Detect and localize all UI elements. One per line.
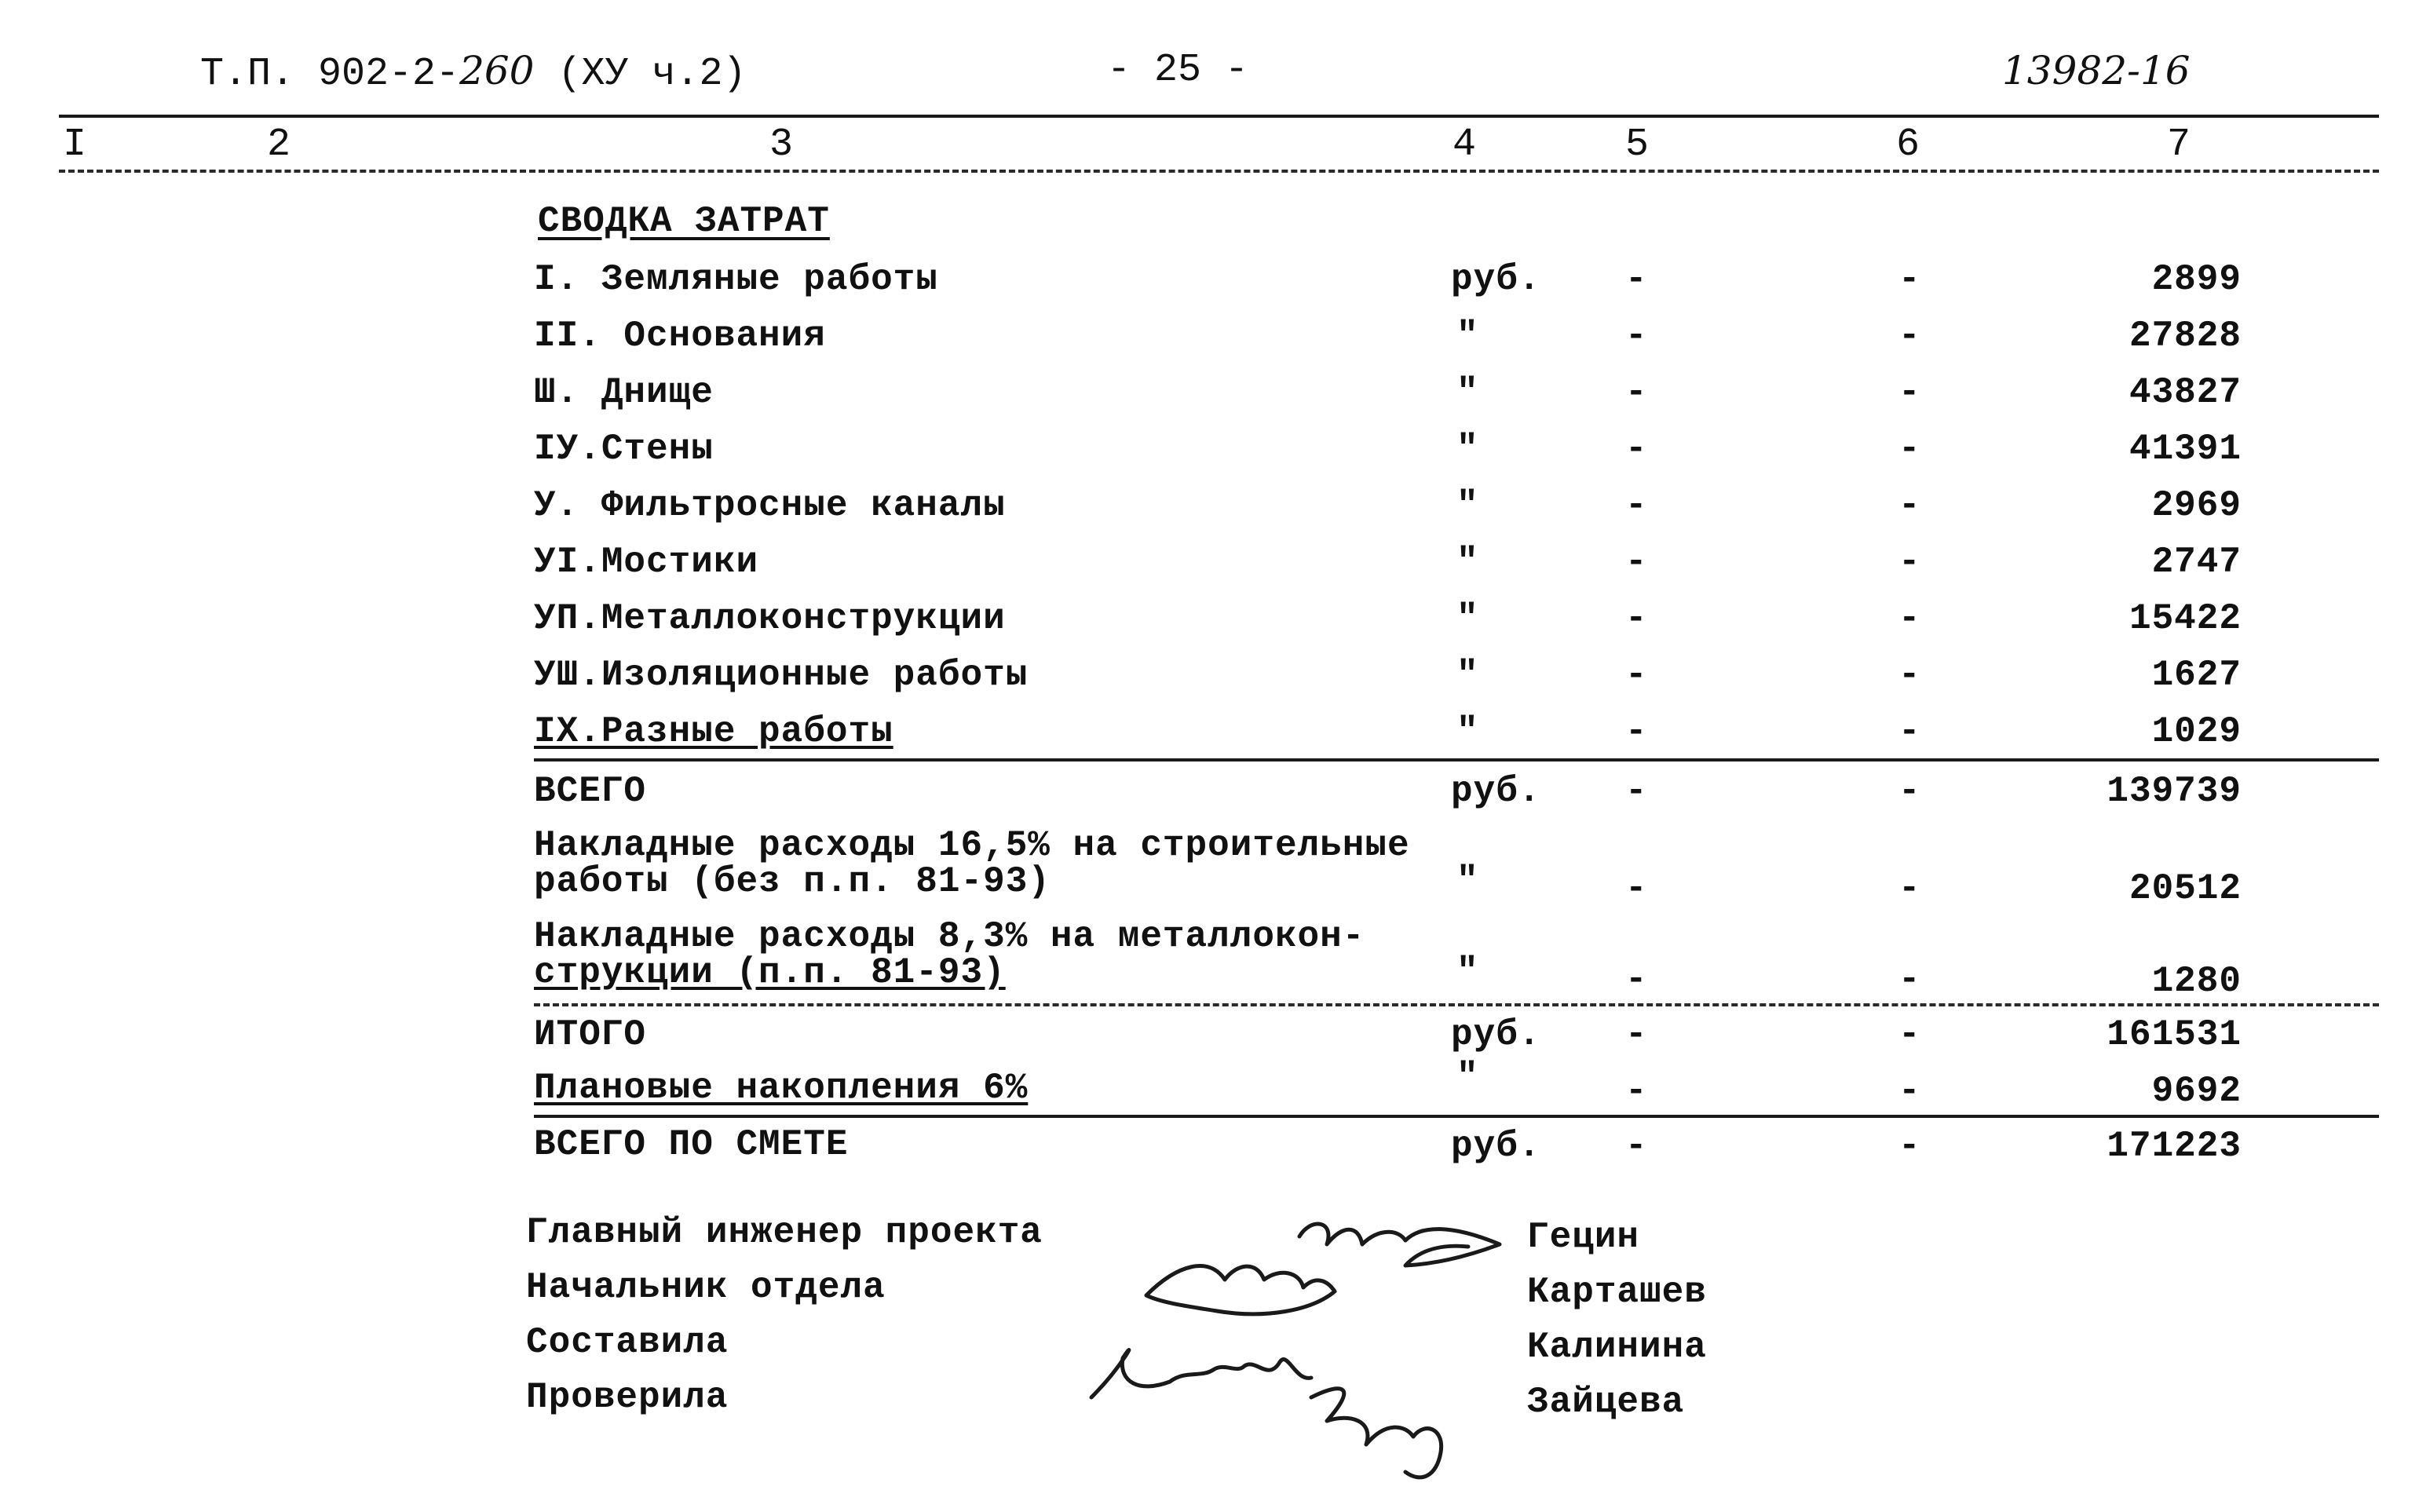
cost-row-col5: - <box>1625 542 1648 583</box>
cost-row-col6: - <box>1898 598 1921 639</box>
cost-row-col5: - <box>1625 598 1648 639</box>
top-rule <box>59 115 2379 118</box>
cost-row-col5: - <box>1625 259 1648 300</box>
section-title: СВОДКА ЗАТРАТ <box>538 201 830 242</box>
page-number: - 25 - <box>1107 48 1249 93</box>
signatory-role: Составила <box>526 1322 729 1363</box>
overhead-construction-value: 20512 <box>2129 868 2242 909</box>
savings-value: 9692 <box>2151 1071 2242 1112</box>
overhead-metal-unit: " <box>1456 951 1479 992</box>
overhead-metal-line1: Накладные расходы 8,3% на металлокон- <box>534 916 1365 957</box>
cost-row-col6: - <box>1898 429 1921 469</box>
subtotal-label: ИТОГО <box>534 1014 647 1055</box>
grand-total-unit: руб. <box>1451 1126 1541 1167</box>
cost-row-col6: - <box>1898 372 1921 413</box>
cost-row-col5: - <box>1625 711 1648 752</box>
cost-row-col6: - <box>1898 485 1921 526</box>
cost-row-col6: - <box>1898 655 1921 696</box>
column-number-3: 3 <box>769 122 794 167</box>
cost-row-name: У. Фильтросные каналы <box>534 485 1006 526</box>
signatory-role: Начальник отдела <box>526 1267 886 1308</box>
total-value: 139739 <box>2107 771 2242 812</box>
overhead-construction-line1: Накладные расходы 16,5% на строительные <box>534 825 1410 866</box>
column-number-4: 4 <box>1453 122 1477 167</box>
overhead-metal-line2: струкции (п.п. 81-93) <box>534 952 1006 993</box>
cost-row-unit: " <box>1456 655 1479 696</box>
signatory-name: Калинина <box>1527 1327 1707 1368</box>
archive-number: 13982-16 <box>2002 48 2191 93</box>
signatory-name: Карташев <box>1527 1272 1707 1313</box>
cost-row-value: 2747 <box>2151 542 2242 583</box>
overhead-metal-col5: - <box>1625 959 1648 1000</box>
overhead-metal-col6: - <box>1898 959 1921 1000</box>
cost-row-unit: " <box>1456 372 1479 413</box>
signature-department-head <box>1146 1266 1335 1314</box>
savings-col6: - <box>1898 1071 1921 1112</box>
cost-row-name: IX.Разные работы <box>534 711 893 752</box>
cost-row-name: УI.Мостики <box>534 542 759 583</box>
overhead-rule <box>534 1003 2379 1006</box>
grand-total-label: ВСЕГО ПО СМЕТЕ <box>534 1124 849 1165</box>
cost-row-unit: " <box>1456 316 1479 356</box>
document-code <box>200 47 747 98</box>
doc-code-prefix: Т.П. 902-2- <box>200 52 460 97</box>
cost-row-col5: - <box>1625 316 1648 356</box>
subtotal-value: 161531 <box>2107 1014 2242 1055</box>
section-rule <box>534 758 2379 761</box>
subtotal-col6: - <box>1898 1014 1921 1055</box>
column-number-7: 7 <box>2167 122 2191 167</box>
cost-row-value: 2969 <box>2151 485 2242 526</box>
cost-row-col5: - <box>1625 429 1648 469</box>
signatory-name: Гецин <box>1527 1217 1640 1258</box>
signatory-role: Главный инженер проекта <box>526 1212 1043 1253</box>
cost-row-col6: - <box>1898 259 1921 300</box>
signature-compiler <box>1091 1350 1311 1397</box>
column-header-rule <box>59 170 2379 173</box>
cost-row-name: I. Земляные работы <box>534 259 938 300</box>
doc-code-suffix: (ХУ ч.2) <box>557 52 747 97</box>
overhead-construction-col5: - <box>1625 868 1648 909</box>
subtotal-col5: - <box>1625 1014 1648 1055</box>
cost-row-name: IУ.Стены <box>534 429 714 469</box>
cost-row-col5: - <box>1625 372 1648 413</box>
cost-row-unit: " <box>1456 598 1479 639</box>
savings-col5: - <box>1625 1071 1648 1112</box>
cost-row-unit: руб. <box>1451 259 1541 300</box>
total-col6: - <box>1898 771 1921 812</box>
overhead-construction-line2: работы (без п.п. 81-93) <box>534 861 1051 902</box>
grand-total-col5: - <box>1625 1126 1648 1167</box>
cost-row-value: 15422 <box>2129 598 2242 639</box>
savings-label: Плановые накопления 6% <box>534 1068 1029 1108</box>
grand-total-value: 171223 <box>2107 1126 2242 1167</box>
signatory-name: Зайцева <box>1527 1382 1685 1423</box>
cost-row-value: 27828 <box>2129 316 2242 356</box>
column-number-1: I <box>63 122 87 167</box>
subtotal-unit: руб. <box>1451 1014 1541 1055</box>
cost-row-unit: " <box>1456 711 1479 752</box>
cost-row-name: УШ.Изоляционные работы <box>534 655 1029 696</box>
total-unit: руб. <box>1451 771 1541 812</box>
handwritten-signatures <box>1076 1201 1531 1484</box>
overhead-metal-value: 1280 <box>2151 961 2242 1002</box>
grand-total-rule <box>534 1115 2379 1118</box>
doc-code-handwritten: 260 <box>459 48 535 93</box>
cost-row-unit: " <box>1456 485 1479 526</box>
cost-row-col6: - <box>1898 542 1921 583</box>
total-col5: - <box>1625 771 1648 812</box>
cost-row-value: 1029 <box>2151 711 2242 752</box>
column-number-6: 6 <box>1896 122 1920 167</box>
cost-row-col6: - <box>1898 711 1921 752</box>
cost-row-col5: - <box>1625 655 1648 696</box>
total-label: ВСЕГО <box>534 771 647 812</box>
cost-row-name: Ш. Днище <box>534 372 714 413</box>
cost-row-value: 1627 <box>2151 655 2242 696</box>
cost-row-unit: " <box>1456 429 1479 469</box>
cost-row-value: 2899 <box>2151 259 2242 300</box>
cost-row-value: 41391 <box>2129 429 2242 469</box>
cost-row-col6: - <box>1898 316 1921 356</box>
overhead-construction-unit: " <box>1456 860 1479 901</box>
cost-row-value: 43827 <box>2129 372 2242 413</box>
cost-row-col5: - <box>1625 485 1648 526</box>
cost-row-name: II. Основания <box>534 316 826 356</box>
cost-row-name: УП.Металлоконструкции <box>534 598 1006 639</box>
grand-total-col6: - <box>1898 1126 1921 1167</box>
signatory-role: Проверила <box>526 1377 729 1418</box>
column-number-2: 2 <box>267 122 291 167</box>
signature-chief-engineer <box>1299 1224 1500 1265</box>
overhead-construction-col6: - <box>1898 868 1921 909</box>
cost-row-unit: " <box>1456 542 1479 583</box>
signature-checker <box>1311 1389 1442 1477</box>
column-number-5: 5 <box>1625 122 1650 167</box>
savings-unit: " <box>1456 1057 1479 1097</box>
